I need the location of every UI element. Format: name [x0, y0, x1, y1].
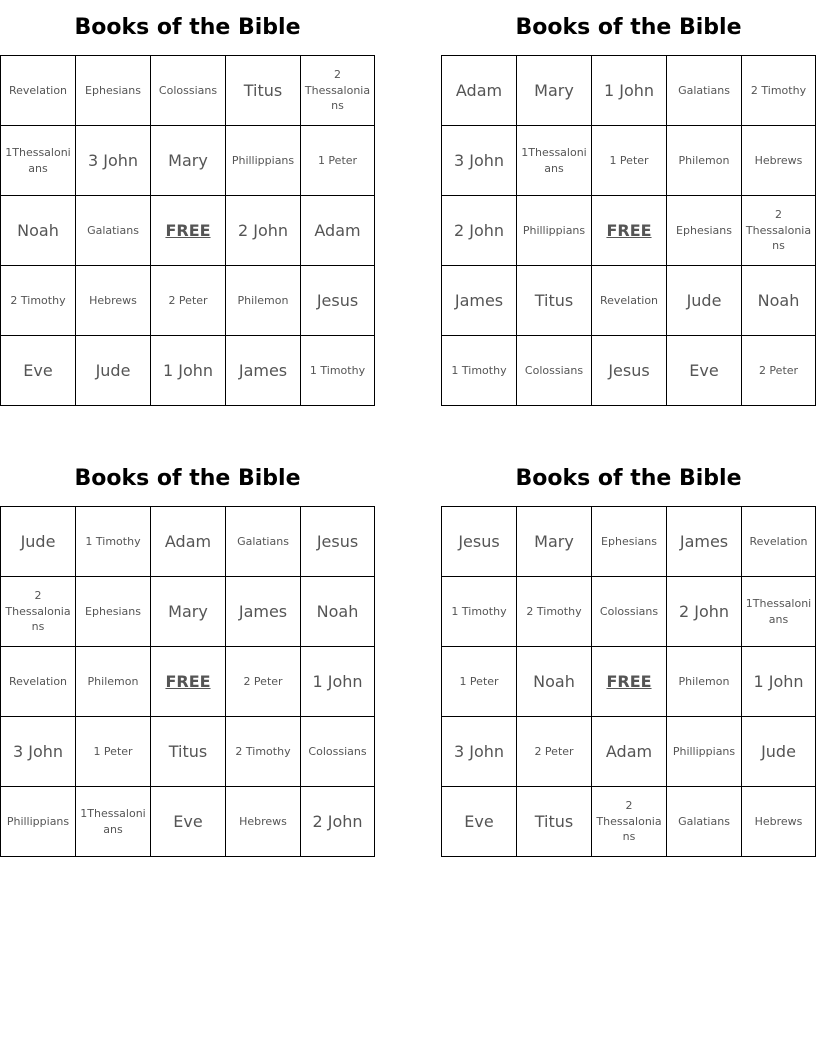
bingo-cell: Colossians	[517, 336, 592, 406]
bingo-cell: 2 John	[226, 196, 301, 266]
bingo-cell: Jesus	[592, 336, 667, 406]
bingo-cell: James	[226, 336, 301, 406]
bingo-cell: 2 Peter	[151, 266, 226, 336]
bingo-cell: Titus	[517, 787, 592, 857]
bingo-cell: Noah	[517, 647, 592, 717]
bingo-cell: Jesus	[301, 507, 375, 577]
bingo-cell: Philemon	[667, 126, 742, 196]
bingo-cell: 1 John	[592, 56, 667, 126]
bingo-cell: Titus	[517, 266, 592, 336]
bingo-cell: Noah	[1, 196, 76, 266]
bingo-grid	[0, 55, 375, 406]
bingo-card-2	[441, 0, 816, 406]
bingo-cell: 1 John	[151, 336, 226, 406]
bingo-cell: 2 John	[442, 196, 517, 266]
bingo-cell: 2 Thessalonians	[301, 56, 375, 126]
bingo-cell: 3 John	[442, 717, 517, 787]
bingo-cell: 2 Peter	[742, 336, 816, 406]
bingo-cell: Phillippians	[226, 126, 301, 196]
bingo-cell: 1 Timothy	[442, 577, 517, 647]
bingo-cell: 2 Peter	[517, 717, 592, 787]
bingo-cell: Revelation	[1, 56, 76, 126]
bingo-cell: 1 Timothy	[442, 336, 517, 406]
bingo-cell: Noah	[742, 266, 816, 336]
free-space-cell: FREE	[592, 647, 667, 717]
bingo-cell: Philemon	[226, 266, 301, 336]
bingo-cell: Jude	[76, 336, 151, 406]
bingo-cell: Eve	[667, 336, 742, 406]
bingo-cell: 2 Timothy	[1, 266, 76, 336]
bingo-grid	[441, 55, 816, 406]
bingo-cell: Phillippians	[667, 717, 742, 787]
bingo-cell: Philemon	[667, 647, 742, 717]
bingo-cell: Adam	[592, 717, 667, 787]
bingo-cell: James	[442, 266, 517, 336]
bingo-cell: 3 John	[442, 126, 517, 196]
bingo-cell: 1Thessalonians	[742, 577, 816, 647]
bingo-cell: 1 Timothy	[301, 336, 375, 406]
bingo-cell: Colossians	[301, 717, 375, 787]
bingo-cell: Ephesians	[76, 577, 151, 647]
bingo-cell: 2 Thessalonians	[1, 577, 76, 647]
bingo-cell: Mary	[151, 126, 226, 196]
bingo-cell: Noah	[301, 577, 375, 647]
bingo-cell: James	[226, 577, 301, 647]
bingo-cell: 2 Thessalonians	[592, 787, 667, 857]
bingo-grid	[441, 506, 816, 857]
bingo-cell: Colossians	[151, 56, 226, 126]
bingo-cell: Hebrews	[742, 787, 816, 857]
bingo-cell: Mary	[517, 507, 592, 577]
card-title: Books of the Bible	[515, 466, 742, 491]
bingo-cell: Revelation	[592, 266, 667, 336]
bingo-cell: Colossians	[592, 577, 667, 647]
bingo-cell: Jude	[742, 717, 816, 787]
bingo-cell: 2 John	[301, 787, 375, 857]
bingo-cell: 1Thessalonians	[76, 787, 151, 857]
bingo-cell: Galatians	[226, 507, 301, 577]
bingo-cell: Adam	[301, 196, 375, 266]
bingo-cell: Adam	[151, 507, 226, 577]
bingo-cell: 2 Timothy	[517, 577, 592, 647]
bingo-cell: Hebrews	[76, 266, 151, 336]
bingo-cell: Revelation	[1, 647, 76, 717]
bingo-cell: James	[667, 507, 742, 577]
bingo-cell: Ephesians	[667, 196, 742, 266]
bingo-cell: 2 Timothy	[742, 56, 816, 126]
bingo-cell: 3 John	[1, 717, 76, 787]
bingo-card-4	[441, 451, 816, 857]
bingo-cell: Revelation	[742, 507, 816, 577]
bingo-cell: Ephesians	[76, 56, 151, 126]
card-title: Books of the Bible	[74, 15, 301, 40]
bingo-cell: 1 Peter	[592, 126, 667, 196]
bingo-cell: Titus	[151, 717, 226, 787]
bingo-cell: Mary	[151, 577, 226, 647]
bingo-cell: Galatians	[76, 196, 151, 266]
bingo-cell: Eve	[442, 787, 517, 857]
bingo-cell: 2 Thessalonians	[742, 196, 816, 266]
bingo-grid	[0, 506, 375, 857]
bingo-cell: 1 John	[742, 647, 816, 717]
bingo-cell: 1 Timothy	[76, 507, 151, 577]
bingo-cell: 2 Timothy	[226, 717, 301, 787]
bingo-cell: Titus	[226, 56, 301, 126]
bingo-cell: Galatians	[667, 787, 742, 857]
bingo-cell: Jesus	[301, 266, 375, 336]
bingo-cell: 1Thessalonians	[1, 126, 76, 196]
bingo-card-1	[0, 0, 375, 406]
bingo-card-3	[0, 451, 375, 857]
card-title: Books of the Bible	[74, 466, 301, 491]
bingo-cell: 1 Peter	[76, 717, 151, 787]
bingo-cell: Hebrews	[742, 126, 816, 196]
bingo-cell: Galatians	[667, 56, 742, 126]
bingo-cell: Jude	[1, 507, 76, 577]
bingo-cell: Mary	[517, 56, 592, 126]
bingo-cell: 3 John	[76, 126, 151, 196]
bingo-cell: Hebrews	[226, 787, 301, 857]
bingo-cell: Phillippians	[1, 787, 76, 857]
card-title: Books of the Bible	[515, 15, 742, 40]
bingo-cell: 1Thessalonians	[517, 126, 592, 196]
bingo-cell: Eve	[151, 787, 226, 857]
bingo-cell: Eve	[1, 336, 76, 406]
bingo-cell: Phillippians	[517, 196, 592, 266]
bingo-cell: 2 Peter	[226, 647, 301, 717]
bingo-cell: 1 Peter	[442, 647, 517, 717]
bingo-cell: Jude	[667, 266, 742, 336]
free-space-cell: FREE	[151, 647, 226, 717]
bingo-cell: Adam	[442, 56, 517, 126]
bingo-cell: 1 Peter	[301, 126, 375, 196]
free-space-cell: FREE	[592, 196, 667, 266]
bingo-cell: Philemon	[76, 647, 151, 717]
bingo-cell: 1 John	[301, 647, 375, 717]
bingo-cell: 2 John	[667, 577, 742, 647]
free-space-cell: FREE	[151, 196, 226, 266]
bingo-cell: Ephesians	[592, 507, 667, 577]
bingo-cell: Jesus	[442, 507, 517, 577]
